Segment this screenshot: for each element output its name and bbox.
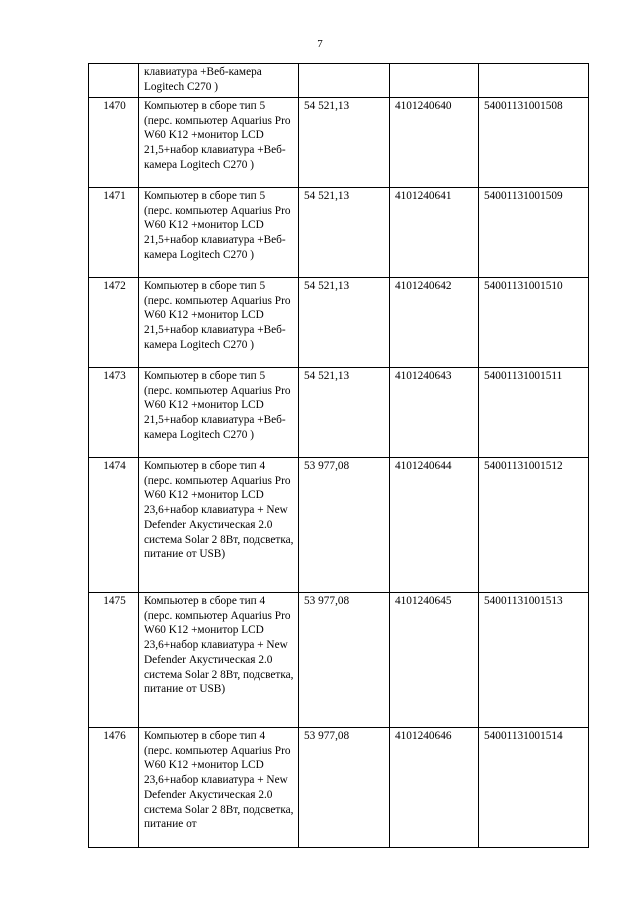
inventory-number-cell: 4101240640 [390, 98, 479, 188]
inventory-number-cell [390, 64, 479, 98]
row-number-cell [89, 64, 139, 98]
price-cell: 53 977,08 [299, 728, 390, 848]
code-cell: 54001131001513 [479, 593, 589, 728]
description-cell: клавиатура +Веб-камера Logitech C270 ) [139, 64, 299, 98]
row-number-cell: 1473 [89, 368, 139, 458]
description-cell: Компьютер в сборе тип 5 (перс. компьютер Aquarius Pro W60 K12 +монитор LCD 21,5+набор клавиатура +Веб-камера Logitech C270 ) [139, 188, 299, 278]
code-cell: 54001131001512 [479, 458, 589, 593]
row-number-cell: 1472 [89, 278, 139, 368]
inventory-number-cell: 4101240646 [390, 728, 479, 848]
code-cell: 54001131001514 [479, 728, 589, 848]
description-cell: Компьютер в сборе тип 5 (перс. компьютер Aquarius Pro W60 K12 +монитор LCD 21,5+набор клавиатура +Веб-камера Logitech C270 ) [139, 278, 299, 368]
inventory-number-cell: 4101240643 [390, 368, 479, 458]
code-cell: 54001131001508 [479, 98, 589, 188]
table-row [89, 593, 589, 728]
table-row [89, 458, 589, 593]
description-cell: Компьютер в сборе тип 4 (перс. компьютер Aquarius Pro W60 K12 +монитор LCD 23,6+набор клавиатура + New Defender Акустическая 2.0 система Solar 2 8Вт, подсветка, питание от USB) [139, 458, 299, 593]
table-row [89, 278, 589, 368]
row-number-cell: 1475 [89, 593, 139, 728]
page-number: 7 [317, 38, 323, 50]
price-cell: 53 977,08 [299, 458, 390, 593]
inventory-number-cell: 4101240641 [390, 188, 479, 278]
code-cell: 54001131001511 [479, 368, 589, 458]
price-cell [299, 64, 390, 98]
row-number-cell: 1474 [89, 458, 139, 593]
inventory-number-cell: 4101240645 [390, 593, 479, 728]
code-cell: 54001131001510 [479, 278, 589, 368]
price-cell: 54 521,13 [299, 278, 390, 368]
code-cell [479, 64, 589, 98]
description-cell: Компьютер в сборе тип 5 (перс. компьютер Aquarius Pro W60 K12 +монитор LCD 21,5+набор клавиатура +Веб-камера Logitech C270 ) [139, 98, 299, 188]
table-row [89, 98, 589, 188]
price-cell: 54 521,13 [299, 368, 390, 458]
table-row [89, 728, 589, 848]
row-number-cell: 1470 [89, 98, 139, 188]
inventory-number-cell: 4101240644 [390, 458, 479, 593]
price-cell: 53 977,08 [299, 593, 390, 728]
table-row [89, 188, 589, 278]
description-cell: Компьютер в сборе тип 5 (перс. компьютер Aquarius Pro W60 K12 +монитор LCD 21,5+набор клавиатура +Веб-камера Logitech C270 ) [139, 368, 299, 458]
row-number-cell: 1471 [89, 188, 139, 278]
inventory-number-cell: 4101240642 [390, 278, 479, 368]
inventory-table [88, 63, 589, 848]
table-row [89, 368, 589, 458]
description-cell: Компьютер в сборе тип 4 (перс. компьютер Aquarius Pro W60 K12 +монитор LCD 23,6+набор клавиатура + New Defender Акустическая 2.0 система Solar 2 8Вт, подсветка, питание от USB) [139, 593, 299, 728]
price-cell: 54 521,13 [299, 188, 390, 278]
row-number-cell: 1476 [89, 728, 139, 848]
description-cell: Компьютер в сборе тип 4 (перс. компьютер Aquarius Pro W60 K12 +монитор LCD 23,6+набор клавиатура + New Defender Акустическая 2.0 система Solar 2 8Вт, подсветка, питание от [139, 728, 299, 848]
code-cell: 54001131001509 [479, 188, 589, 278]
table-row-continuation [89, 64, 589, 98]
price-cell: 54 521,13 [299, 98, 390, 188]
